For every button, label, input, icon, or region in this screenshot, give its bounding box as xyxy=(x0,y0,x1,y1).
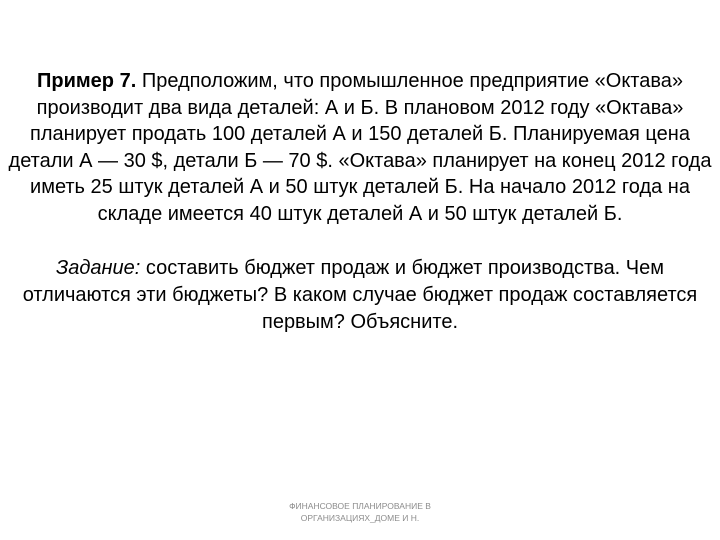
slide-footer xyxy=(0,500,720,524)
task-paragraph xyxy=(0,255,720,336)
example-text: Предположим, что промышленное предприятие «Октава» производит два вида деталей: А и Б. В плановом 2012 году «Октава» планирует продать 100 деталей А и 150 деталей Б. Планируемая цена детали А — 30 $, детали Б — 70 $. «Октава» планирует на конец 2012 года иметь 25 штук деталей А и 50 штук деталей Б. На начало 2012 года на складе имеется 40 штук деталей А и 50 штук деталей Б. xyxy=(8,70,712,225)
slide-body xyxy=(0,68,720,336)
footer-line-2: ОРГАНИЗАЦИЯХ_ДОМЕ И Н. xyxy=(300,513,420,523)
example-label: Пример 7. xyxy=(37,70,137,92)
footer-line-1: ФИНАНСОВОЕ ПЛАНИРОВАНИЕ В xyxy=(289,501,431,511)
task-text: составить бюджет продаж и бюджет производства. Чем отличаются эти бюджеты? В каком случае бюджет продаж составляется первым? Объясните. xyxy=(22,256,698,333)
example-paragraph xyxy=(0,68,720,228)
task-label: Задание: xyxy=(55,256,141,279)
